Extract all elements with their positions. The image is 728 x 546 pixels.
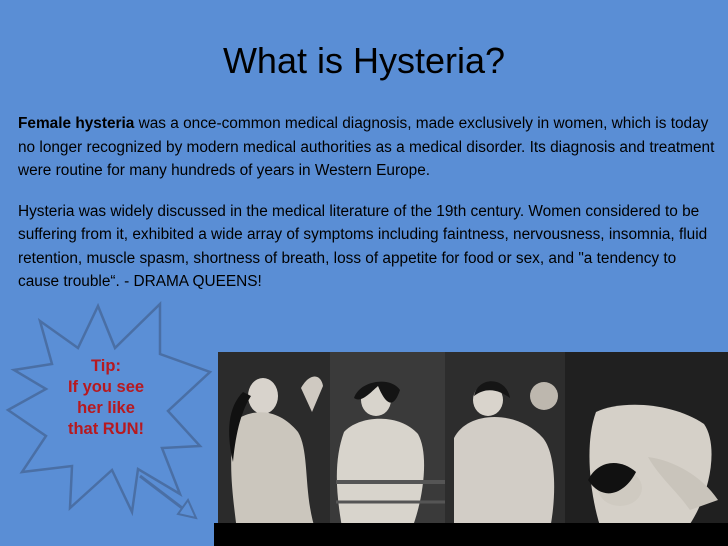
tip-line-1: Tip: [91,357,121,375]
slide-body [18,112,718,311]
photo-strip [218,352,728,546]
paragraph-1-bold: Female hysteria [18,115,135,132]
tip-line-3: her like [77,399,135,417]
hysteria-photos-image [218,352,728,546]
paragraph-2: Hysteria was widely discussed in the medical literature of the 19th century. Women considered to be suffering from it, exhibited a wide array of symptoms including faintness, nervousness, insomnia, fluid retention, muscle spasm, shortness of breath, loss of appetite for food or sex, and "a tendency to cause trouble“. - DRAMA QUEENS! [18,202,708,290]
paragraph-1 [18,112,718,183]
paragraph-1-text: was a once-common medical diagnosis, made exclusively in women, which is today no longer recognized by modern medical authorities as a medical disorder. Its diagnosis and treatment were routine for many hundreds of years in Western Europe. [18,115,715,179]
tip-text [46,356,166,440]
tip-line-2: If you see [67,378,145,396]
tip-line-4: that RUN! [67,420,145,438]
slide-title: What is Hysteria? [222,40,506,81]
photo-bottom-shadow [214,523,728,546]
